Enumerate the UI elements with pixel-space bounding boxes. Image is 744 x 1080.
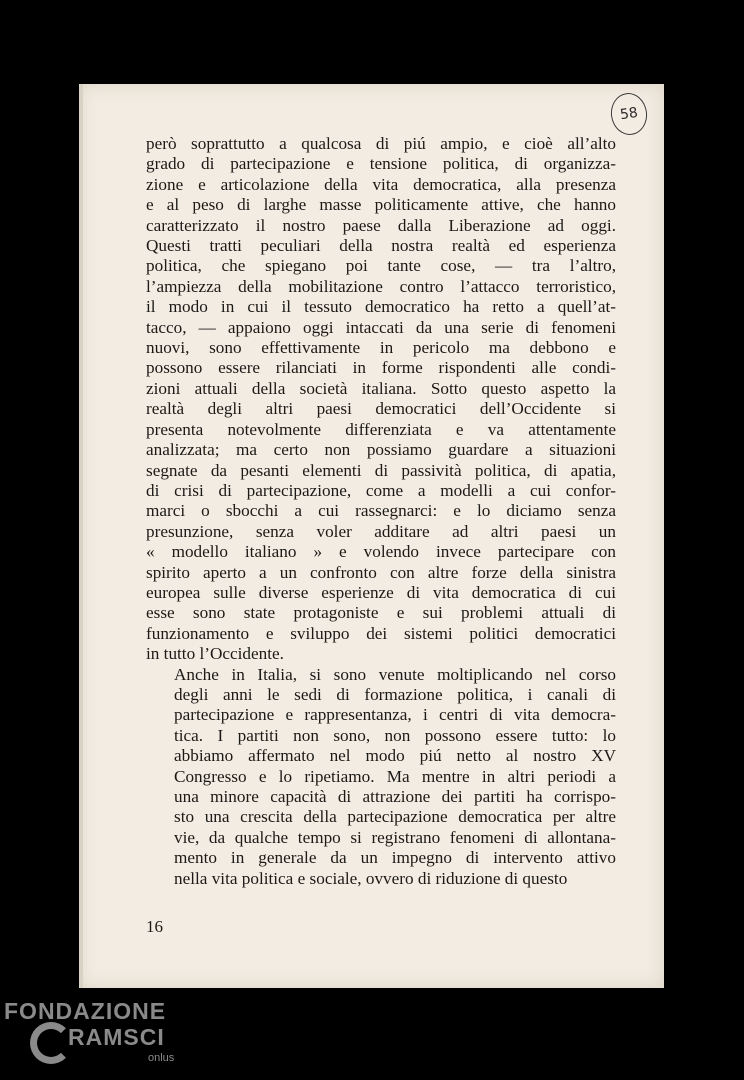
text-line: presunzione, senza voler additare ad altri paesi un	[146, 521, 616, 541]
text-line: il modo in cui il tessuto democratico ha retto a quell’at-	[146, 297, 616, 317]
text-line: zione e articolazione della vita democratica, alla presenza	[146, 174, 616, 194]
paragraph-2	[146, 665, 616, 889]
text-line: funzionamento e sviluppo dei sistemi politici democratici	[146, 623, 616, 643]
logo-line-1: FONDAZIONE	[4, 998, 167, 1024]
paragraph-1	[146, 134, 616, 665]
text-line: e al peso di larghe masse politicamente attive, che hanno	[146, 195, 616, 215]
text-line: spirito aperto a un confronto con altre forze della sinistra	[146, 562, 616, 582]
text-line: marci o sbocchi a cui rassegnarci: e lo diciamo senza	[146, 501, 616, 521]
text-line: sto una crescita della partecipazione democratica per altre	[174, 807, 616, 827]
text-line: zioni attuali della società italiana. Sotto questo aspetto la	[146, 378, 616, 398]
text-line: in tutto l’Occidente.	[146, 644, 284, 664]
logo-sub: onlus	[148, 1052, 175, 1064]
text-line: abbiamo affermato nel modo piú netto al nostro XV	[174, 746, 616, 766]
text-line: possono essere rilanciati in forme rispondenti alle condi-	[146, 358, 616, 378]
text-line: Questi tratti peculiari della nostra realtà ed esperienza	[146, 236, 616, 256]
page-edge	[79, 84, 83, 988]
text-line: di crisi di partecipazione, come a modelli a cui confor-	[146, 480, 616, 500]
text-line: Anche in Italia, si sono venute moltiplicando nel corso	[174, 664, 616, 684]
text-line: realtà degli altri paesi democratici dell’Occidente si	[146, 399, 616, 419]
text-line: però soprattutto a qualcosa di piú ampio, e cioè all’alto	[146, 134, 616, 153]
text-line: nuovi, sono effettivamente in pericolo ma debbono e	[146, 338, 616, 358]
text-line: l’ampiezza della mobilitazione contro l’attacco terroristico,	[146, 276, 616, 296]
handwritten-page-annotation: 58	[608, 91, 649, 138]
text-line: analizzata; ma certo non possiamo guardare a situazioni	[146, 440, 616, 460]
text-line: una minore capacità di attrazione dei partiti ha corrispo-	[174, 787, 616, 806]
page-number: 16	[146, 917, 163, 936]
text-line: caratterizzato il nostro paese dalla Liberazione ad oggi.	[146, 215, 616, 235]
text-line: « modello italiano » e volendo invece partecipare con	[146, 542, 616, 562]
text-line: grado di partecipazione e tensione politica, di organizza-	[146, 154, 616, 174]
text-line: segnate da pesanti elementi di passività politica, di apatia,	[146, 460, 616, 480]
text-line: europea sulle diverse esperienze di vita democratica di cui	[146, 582, 616, 602]
text-line: vie, da qualche tempo si registrano fenomeni di allontana-	[174, 827, 616, 847]
text-line: partecipazione e rappresentanza, i centri di vita democra-	[174, 705, 616, 725]
logo-line-2: RAMSCI	[68, 1024, 165, 1050]
text-line: esse sono state protagoniste e sui problemi attuali di	[146, 603, 616, 623]
text-line: tacco, — appaiono oggi intaccati da una serie di fenomeni	[146, 317, 616, 337]
text-line: nella vita politica e sociale, ovvero di riduzione di questo	[174, 868, 568, 888]
text-line: presenta notevolmente differenziata e va attentamente	[146, 419, 616, 439]
text-line: degli anni le sedi di formazione politica, i canali di	[174, 684, 616, 704]
text-line: mento in generale da un impegno di intervento attivo	[174, 848, 616, 868]
logo-g-mark-icon	[30, 1022, 72, 1064]
text-line: politica, che spiegano poi tante cose, — tra l’altro,	[146, 256, 616, 276]
text-line: tica. I partiti non sono, non possono essere tutto: lo	[174, 725, 616, 745]
fondazione-gramsci-logo	[4, 998, 184, 1076]
text-line: Congresso e lo ripetiamo. Ma mentre in altri periodi a	[174, 766, 616, 786]
body-text	[146, 134, 616, 889]
